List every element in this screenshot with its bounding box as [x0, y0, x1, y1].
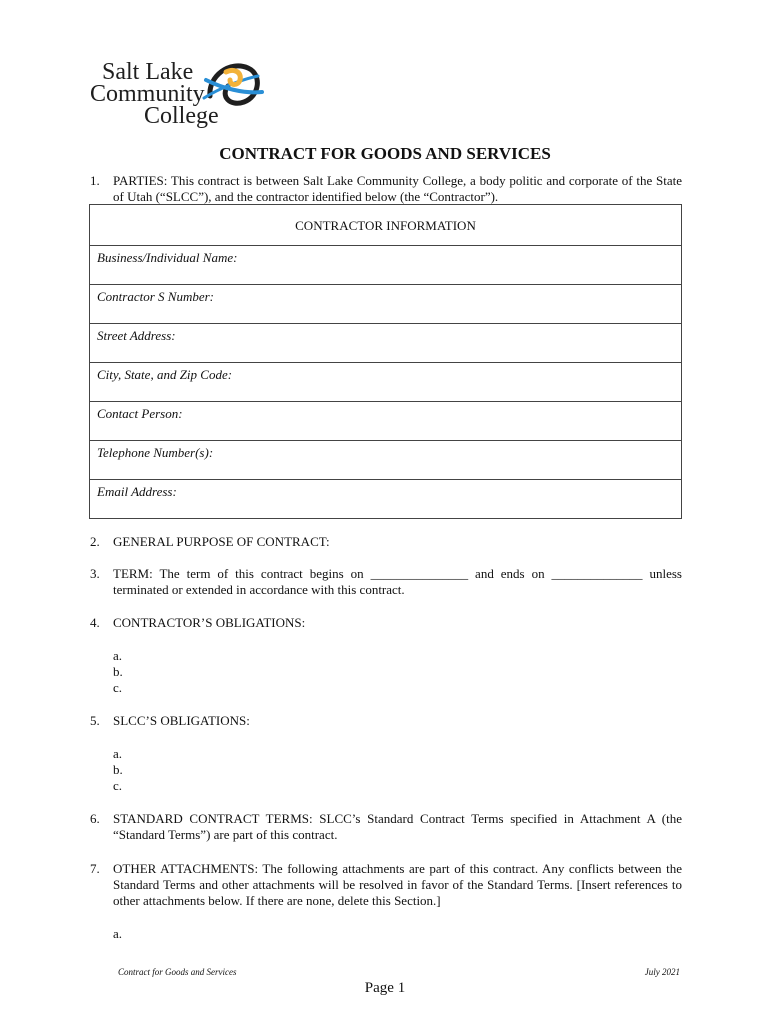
list-item: a.: [113, 746, 123, 761]
field-label: City, State, and Zip Code:: [97, 367, 233, 382]
section-text: TERM: The term of this contract begins on _______________ and ends on ______________ unless terminated or extended in accordance with this contract.: [113, 566, 682, 597]
field-label: Business/Individual Name:: [97, 250, 238, 265]
footer-doc-title: Contract for Goods and Services: [118, 967, 237, 977]
section-text: GENERAL PURPOSE OF CONTRACT:: [113, 534, 330, 549]
field-email[interactable]: [90, 480, 681, 518]
field-label: Contact Person:: [97, 406, 183, 421]
section-text: OTHER ATTACHMENTS: The following attachments are part of this contract. Any conflicts between the Standard Terms and other attachments will be resolved in favor of the Standard Terms. [Insert references to other attachments below. If there are none, delete this Section.]: [113, 861, 682, 908]
contractor-info-table: [89, 204, 682, 519]
section-general-purpose: [90, 534, 682, 550]
logo-line-1: Salt Lake: [102, 59, 194, 85]
list-item: b.: [113, 664, 123, 679]
logo-line-2: Community: [90, 81, 205, 107]
list-item: a.: [113, 648, 123, 663]
field-city-state-zip[interactable]: [90, 363, 681, 402]
page-title: CONTRACT FOR GOODS AND SERVICES: [219, 144, 551, 163]
section-text: STANDARD CONTRACT TERMS: SLCC’s Standard Contract Terms specified in Attachment A (the “Standard Terms”) are part of this contract.: [113, 811, 682, 842]
table-header-label: CONTRACTOR INFORMATION: [295, 218, 476, 233]
section-number: 3.: [90, 566, 100, 581]
field-label: Street Address:: [97, 328, 176, 343]
field-business-name[interactable]: [90, 246, 681, 285]
list-item: c.: [113, 778, 123, 793]
section-number: 4.: [90, 615, 100, 630]
section-parties: [90, 173, 682, 205]
section-number: 1.: [90, 173, 100, 188]
section-text: CONTRACTOR’S OBLIGATIONS:: [113, 615, 306, 630]
table-header: [90, 205, 681, 246]
section-contractor-obligations: [90, 615, 682, 631]
field-street-address[interactable]: [90, 324, 681, 363]
section-text: SLCC’S OBLIGATIONS:: [113, 713, 250, 728]
field-label: Email Address:: [97, 484, 177, 499]
section-number: 7.: [90, 861, 100, 876]
footer-date: July 2021: [644, 967, 680, 977]
list-item: a.: [113, 926, 123, 941]
section-term: [90, 566, 682, 598]
field-label: Telephone Number(s):: [97, 445, 214, 460]
section-number: 2.: [90, 534, 100, 549]
list-item: b.: [113, 762, 123, 777]
logo-line-3: College: [144, 103, 219, 129]
section-other-attachments: [90, 861, 682, 909]
field-contact-person[interactable]: [90, 402, 681, 441]
logo-swirl-icon: [200, 58, 266, 118]
list-item: c.: [113, 680, 123, 695]
section-number: 5.: [90, 713, 100, 728]
section-slcc-obligations: [90, 713, 682, 729]
field-contractor-s-number[interactable]: [90, 285, 681, 324]
field-telephone[interactable]: [90, 441, 681, 480]
page-number: Page 1: [364, 980, 406, 996]
section-number: 6.: [90, 811, 100, 826]
section-standard-terms: [90, 811, 682, 843]
section-text: PARTIES: This contract is between Salt Lake Community College, a body politic and corporate of the State of Utah (“SLCC”), and the contractor identified below (the “Contractor”).: [113, 173, 682, 204]
slcc-logo: [88, 58, 268, 134]
field-label: Contractor S Number:: [97, 289, 214, 304]
